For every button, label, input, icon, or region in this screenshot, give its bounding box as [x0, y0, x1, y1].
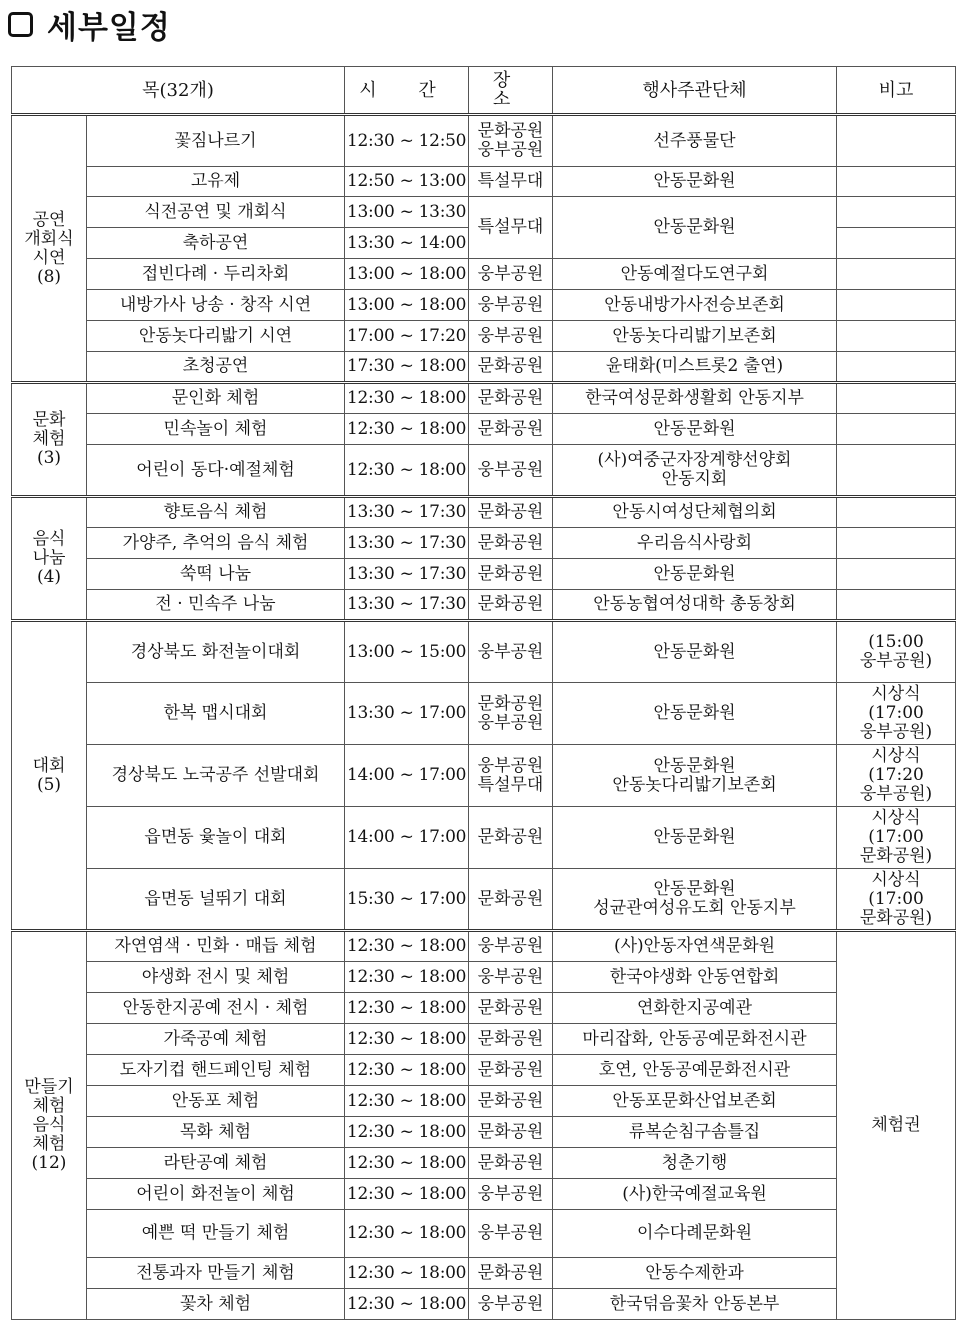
cell-line: 문화공원) [859, 907, 933, 928]
organizer-cell [553, 115, 837, 167]
program-cell: 예쁜 떡 만들기 체험 [87, 1210, 345, 1258]
cell-line: 문화공원 [477, 563, 544, 584]
cell-line: (8) [36, 266, 62, 287]
place-cell [469, 1055, 553, 1086]
note-cell [837, 590, 956, 621]
organizer-cell [553, 1117, 837, 1148]
table-row [12, 1086, 956, 1117]
program-cell: 식전공연 및 개회식 [87, 197, 345, 228]
program-cell: 안동포 체험 [87, 1086, 345, 1117]
table-row [12, 1289, 956, 1320]
cell-line: 안동지회 [661, 469, 728, 489]
category-cell [12, 497, 87, 621]
program-cell: 경상북도 화전놀이대회 [87, 621, 345, 683]
place-cell [469, 1289, 553, 1320]
organizer-cell [553, 1258, 837, 1289]
table-row [12, 962, 956, 993]
header-program: 목(32개) [12, 67, 345, 115]
table-row [12, 1258, 956, 1289]
cell-line: (4) [36, 567, 62, 587]
table-row [12, 869, 956, 931]
schedule-table [11, 66, 956, 1320]
cell-line: 마리잡화, 안동공예문화전시관 [582, 1028, 807, 1049]
time-cell: 12:30 ~ 18:00 [345, 1024, 469, 1055]
table-row [12, 931, 956, 962]
place-cell [469, 414, 553, 445]
time-cell: 13:30 ~ 17:30 [345, 559, 469, 590]
program-cell: 쑥떡 나눔 [87, 559, 345, 590]
program-cell: 고유제 [87, 167, 345, 197]
place-cell [469, 321, 553, 352]
organizer-cell [553, 1086, 837, 1117]
program-cell: 라탄공예 체험 [87, 1148, 345, 1179]
organizer-cell [553, 1148, 837, 1179]
cell-line: (17:20 [868, 765, 924, 785]
cell-line: (17:00 [868, 827, 924, 847]
organizer-cell [553, 321, 837, 352]
cell-line: (5) [36, 774, 62, 795]
cell-line: 웅부공원 [477, 1183, 544, 1204]
table-row [12, 993, 956, 1024]
cell-line: 만들기 [24, 1077, 74, 1097]
cell-line: 안동포문화산업보존회 [612, 1090, 777, 1111]
organizer-cell [553, 383, 837, 414]
cell-line: 문화공원 [477, 388, 544, 408]
cell-line: (17:00 [868, 703, 924, 723]
program-cell: 전통과자 만들기 체험 [87, 1258, 345, 1289]
cell-line: 안동놋다리밟기보존회 [612, 325, 777, 346]
cell-line: (15:00 [868, 632, 924, 652]
program-cell: 한복 맵시대회 [87, 683, 345, 745]
time-cell: 13:00 ~ 18:00 [345, 259, 469, 290]
cell-line: 문화공원 [477, 693, 544, 714]
cell-line: 웅부공원 [477, 936, 544, 956]
cell-line: 문화공원) [859, 846, 933, 866]
cell-line: 웅부공원 [477, 294, 544, 315]
table-row [12, 1024, 956, 1055]
cell-line: 문화 [32, 410, 66, 430]
checkbox-icon [8, 12, 33, 37]
note-cell [837, 807, 956, 869]
place-cell [469, 931, 553, 962]
table-row [12, 445, 956, 497]
organizer-cell [553, 290, 837, 321]
organizer-cell [553, 621, 837, 683]
note-cell [837, 497, 956, 528]
cell-line: 웅부공원 [477, 755, 544, 776]
program-cell: 도자기컵 핸드페인팅 체험 [87, 1055, 345, 1086]
organizer-cell [553, 993, 837, 1024]
cell-line: 문화공원 [477, 594, 544, 614]
place-cell [469, 683, 553, 745]
cell-line: 특설무대 [477, 217, 544, 237]
cell-line: 안동수제한과 [645, 1262, 744, 1283]
category-cell [12, 383, 87, 497]
table-row [12, 745, 956, 807]
time-cell: 12:30 ~ 18:00 [345, 445, 469, 497]
cell-line: 안동문화원 [653, 755, 736, 776]
organizer-cell [553, 590, 837, 621]
cell-line: 안동문화원 [653, 418, 736, 439]
organizer-cell [553, 683, 837, 745]
program-cell: 축하공연 [87, 228, 345, 259]
cell-line: 문화공원 [477, 1059, 544, 1080]
organizer-cell [553, 931, 837, 962]
program-cell: 자연염색 · 민화 · 매듭 체험 [87, 931, 345, 962]
cell-line: 웅부공원 [477, 325, 544, 346]
cell-line: 웅부공원 [477, 641, 544, 662]
cell-line: 특설무대 [477, 171, 544, 191]
cell-line: 안동놋다리밟기보존회 [612, 774, 777, 795]
cell-line: 공연 [32, 209, 66, 230]
organizer-cell [553, 559, 837, 590]
table-row [12, 559, 956, 590]
place-cell [469, 621, 553, 683]
place-cell [469, 869, 553, 931]
time-cell: 12:30 ~ 18:00 [345, 993, 469, 1024]
program-cell: 경상북도 노국공주 선발대회 [87, 745, 345, 807]
cell-line: (17:00 [868, 888, 924, 909]
place-cell [469, 993, 553, 1024]
program-cell: 가양주, 추억의 음식 체험 [87, 528, 345, 559]
time-cell: 13:30 ~ 17:30 [345, 497, 469, 528]
place-cell [469, 197, 553, 259]
note-cell [837, 559, 956, 590]
organizer-cell [553, 259, 837, 290]
cell-line: 웅부공원 [477, 966, 544, 987]
table-row [12, 352, 956, 383]
cell-line: 웅부공원) [859, 784, 933, 804]
cell-line: 나눔 [32, 548, 66, 568]
table-row [12, 590, 956, 621]
cell-line: 음식 [32, 529, 66, 549]
cell-line: (사)한국예절교육원 [622, 1183, 767, 1204]
place-cell [469, 167, 553, 197]
program-cell: 전 · 민속주 나눔 [87, 590, 345, 621]
program-cell: 꽃차 체험 [87, 1289, 345, 1320]
organizer-cell [553, 414, 837, 445]
time-cell: 13:30 ~ 17:30 [345, 590, 469, 621]
cell-line: 안동문화원 [653, 641, 736, 662]
time-cell: 12:30 ~ 18:00 [345, 1210, 469, 1258]
table-row [12, 414, 956, 445]
place-cell [469, 1117, 553, 1148]
cell-line: 한국여성문화생활회 안동지부 [585, 388, 804, 408]
cell-line: 안동문화원 [653, 171, 736, 191]
program-cell: 민속놀이 체험 [87, 414, 345, 445]
schedule-group [12, 383, 956, 497]
cell-line: 웅부공원 [477, 1293, 544, 1314]
note-cell [837, 290, 956, 321]
place-cell [469, 962, 553, 993]
time-cell: 12:30 ~ 18:00 [345, 1086, 469, 1117]
organizer-cell [553, 445, 837, 497]
header-row [12, 67, 956, 115]
cell-line: 선주풍물단 [653, 130, 736, 151]
table-row [12, 1179, 956, 1210]
note-cell [837, 414, 956, 445]
program-cell: 가죽공예 체험 [87, 1024, 345, 1055]
cell-line: 안동문화원 [653, 827, 736, 847]
note-cell [837, 352, 956, 383]
program-cell: 안동놋다리밟기 시연 [87, 321, 345, 352]
table-row [12, 1210, 956, 1258]
cell-line: 이수다례문화원 [637, 1223, 752, 1243]
cell-line: 문화공원 [477, 418, 544, 439]
program-cell: 문인화 체험 [87, 383, 345, 414]
note-cell [837, 321, 956, 352]
cell-line: 대회 [32, 755, 66, 776]
note-cell [837, 115, 956, 167]
program-cell: 내방가사 낭송 · 창작 시연 [87, 290, 345, 321]
place-cell [469, 1210, 553, 1258]
organizer-cell [553, 528, 837, 559]
header-note: 비고 [837, 67, 956, 115]
time-cell: 14:00 ~ 17:00 [345, 745, 469, 807]
time-cell: 13:30 ~ 17:30 [345, 528, 469, 559]
place-cell [469, 352, 553, 383]
time-cell: 12:30 ~ 18:00 [345, 1258, 469, 1289]
time-cell: 17:00 ~ 17:20 [345, 321, 469, 352]
note-cell: 체험권 [837, 931, 956, 1320]
place-cell [469, 259, 553, 290]
cell-line: 안동시여성단체협의회 [612, 502, 777, 522]
cell-line: 안동예절다도연구회 [620, 263, 769, 284]
schedule-group [12, 497, 956, 621]
cell-line: 한국덖음꽃차 안동본부 [609, 1293, 780, 1314]
note-cell [837, 869, 956, 931]
program-cell: 어린이 화전놀이 체험 [87, 1179, 345, 1210]
schedule-group [12, 621, 956, 931]
program-cell: 읍면동 널뛰기 대회 [87, 869, 345, 931]
time-cell: 13:00 ~ 13:30 [345, 197, 469, 228]
table-row [12, 683, 956, 745]
time-cell: 12:30 ~ 12:50 [345, 115, 469, 167]
cell-line: 웅부공원 [477, 712, 544, 733]
time-cell: 12:30 ~ 18:00 [345, 1289, 469, 1320]
cell-line: 문화공원 [477, 1262, 544, 1283]
time-cell: 12:30 ~ 18:00 [345, 383, 469, 414]
cell-line: 개회식 [24, 228, 74, 249]
time-cell: 13:30 ~ 17:00 [345, 683, 469, 745]
cell-line: 웅부공원) [859, 722, 933, 742]
cell-line: 음식 [32, 1115, 66, 1135]
note-cell [837, 167, 956, 197]
time-cell: 12:30 ~ 18:00 [345, 931, 469, 962]
cell-line: 시연 [32, 247, 66, 268]
program-cell: 꽃짐나르기 [87, 115, 345, 167]
time-cell: 12:30 ~ 18:00 [345, 1055, 469, 1086]
organizer-cell [553, 352, 837, 383]
cell-line: 체험 [32, 1096, 66, 1116]
header-organizer: 행사주관단체 [553, 67, 837, 115]
cell-line: 문화공원 [477, 827, 544, 847]
cell-line: 문화공원 [477, 997, 544, 1018]
place-cell [469, 1179, 553, 1210]
place-cell [469, 807, 553, 869]
program-cell: 향토음식 체험 [87, 497, 345, 528]
cell-line: 문화공원 [477, 121, 544, 141]
cell-line: 우리음식사랑회 [637, 532, 752, 553]
cell-line: 문화공원 [477, 502, 544, 522]
cell-line: 안동문화원 [653, 879, 736, 899]
time-cell: 13:00 ~ 18:00 [345, 290, 469, 321]
table-row [12, 259, 956, 290]
note-cell [837, 259, 956, 290]
organizer-cell [553, 1055, 837, 1086]
cell-line: 문화공원 [477, 1152, 544, 1173]
table-row [12, 1055, 956, 1086]
cell-line: 웅부공원) [859, 651, 933, 671]
place-cell [469, 559, 553, 590]
category-cell [12, 931, 87, 1320]
time-cell: 12:30 ~ 18:00 [345, 962, 469, 993]
organizer-cell [553, 1024, 837, 1055]
table-row [12, 497, 956, 528]
place-cell [469, 497, 553, 528]
cell-line: 특설무대 [477, 774, 544, 795]
program-cell: 접빈다례 · 두리차회 [87, 259, 345, 290]
note-cell [837, 197, 956, 228]
note-cell [837, 228, 956, 259]
table-row [12, 167, 956, 197]
program-cell: 초청공연 [87, 352, 345, 383]
cell-line: 웅부공원 [477, 263, 544, 284]
cell-line: 성균관여성유도회 안동지부 [593, 898, 796, 918]
organizer-cell [553, 1179, 837, 1210]
program-cell: 읍면동 윷놀이 대회 [87, 807, 345, 869]
note-cell [837, 383, 956, 414]
organizer-cell [553, 962, 837, 993]
time-cell: 17:30 ~ 18:00 [345, 352, 469, 383]
organizer-cell [553, 807, 837, 869]
table-row [12, 528, 956, 559]
note-cell [837, 445, 956, 497]
cell-line: 시상식 [871, 684, 921, 704]
table-row [12, 621, 956, 683]
cell-line: 청춘기행 [661, 1152, 728, 1173]
cell-line: 웅부공원 [477, 459, 544, 480]
cell-line: 류복순침구솜틀집 [628, 1121, 761, 1142]
time-cell: 12:30 ~ 18:00 [345, 1117, 469, 1148]
organizer-cell [553, 869, 837, 931]
cell-line: 한국야생화 안동연합회 [609, 966, 780, 987]
place-cell [469, 745, 553, 807]
table-row [12, 321, 956, 352]
cell-line: 웅부공원 [477, 1223, 544, 1243]
schedule-group [12, 115, 956, 383]
table-row [12, 197, 956, 228]
place-cell [469, 383, 553, 414]
page-title [8, 2, 171, 46]
cell-line: 시상식 [871, 869, 921, 890]
page-title-text: 세부일정 [47, 9, 171, 46]
table-row [12, 290, 956, 321]
cell-line: 연화한지공예관 [637, 997, 752, 1018]
cell-line: 시상식 [871, 808, 921, 828]
cell-line: (사)안동자연색문화원 [613, 936, 776, 956]
organizer-cell [553, 197, 837, 259]
cell-line: 안동문화원 [653, 703, 736, 723]
note-cell [837, 621, 956, 683]
table-row [12, 115, 956, 167]
time-cell: 12:50 ~ 13:00 [345, 167, 469, 197]
time-cell: 15:30 ~ 17:00 [345, 869, 469, 931]
time-cell: 12:30 ~ 18:00 [345, 414, 469, 445]
organizer-cell [553, 497, 837, 528]
cell-line: 문화공원 [477, 1090, 544, 1111]
cell-line: 시상식 [871, 746, 921, 766]
place-cell [469, 1086, 553, 1117]
header-time: 시 간 [345, 67, 469, 115]
time-cell: 12:30 ~ 18:00 [345, 1148, 469, 1179]
cell-line: (사)여중군자장계향선양회 [597, 450, 792, 470]
cell-line: 안동내방가사전승보존회 [604, 294, 785, 315]
cell-line: 문화공원 [477, 1028, 544, 1049]
place-cell [469, 1024, 553, 1055]
organizer-cell [553, 745, 837, 807]
cell-line: 문화공원 [477, 888, 544, 909]
place-cell [469, 290, 553, 321]
category-cell [12, 621, 87, 931]
table-row [12, 1148, 956, 1179]
time-cell: 13:00 ~ 15:00 [345, 621, 469, 683]
program-cell: 안동한지공예 전시 · 체험 [87, 993, 345, 1024]
organizer-cell [553, 1289, 837, 1320]
program-cell: 목화 체험 [87, 1117, 345, 1148]
cell-line: (3) [36, 448, 62, 468]
time-cell: 14:00 ~ 17:00 [345, 807, 469, 869]
table-row [12, 807, 956, 869]
place-cell [469, 1148, 553, 1179]
organizer-cell [553, 1210, 837, 1258]
cell-line: 안동농협여성대학 총동창회 [593, 594, 796, 614]
cell-line: 문화공원 [477, 1121, 544, 1142]
header-place: 장 소 [469, 67, 553, 115]
program-cell: 야생화 전시 및 체험 [87, 962, 345, 993]
cell-line: 호연, 안동공예문화전시관 [598, 1059, 791, 1080]
table-row [12, 383, 956, 414]
cell-line: 안동문화원 [653, 563, 736, 584]
cell-line: 윤태화(미스트롯2 출연) [605, 356, 784, 376]
cell-line: 문화공원 [477, 356, 544, 376]
cell-line: 안동문화원 [653, 217, 736, 237]
cell-line: 체험 [32, 429, 66, 449]
note-cell [837, 745, 956, 807]
place-cell [469, 115, 553, 167]
note-cell [837, 528, 956, 559]
schedule-group [12, 931, 956, 1320]
note-cell [837, 683, 956, 745]
cell-line: 체험 [32, 1134, 66, 1154]
organizer-cell [553, 167, 837, 197]
program-cell: 어린이 동다·예절체험 [87, 445, 345, 497]
time-cell: 12:30 ~ 18:00 [345, 1179, 469, 1210]
place-cell [469, 1258, 553, 1289]
cell-line: 웅부공원 [477, 140, 544, 160]
place-cell [469, 590, 553, 621]
place-cell [469, 445, 553, 497]
cell-line: (12) [31, 1153, 67, 1173]
time-cell: 13:30 ~ 14:00 [345, 228, 469, 259]
category-cell [12, 115, 87, 383]
place-cell [469, 528, 553, 559]
table-row [12, 1117, 956, 1148]
cell-line: 문화공원 [477, 532, 544, 553]
